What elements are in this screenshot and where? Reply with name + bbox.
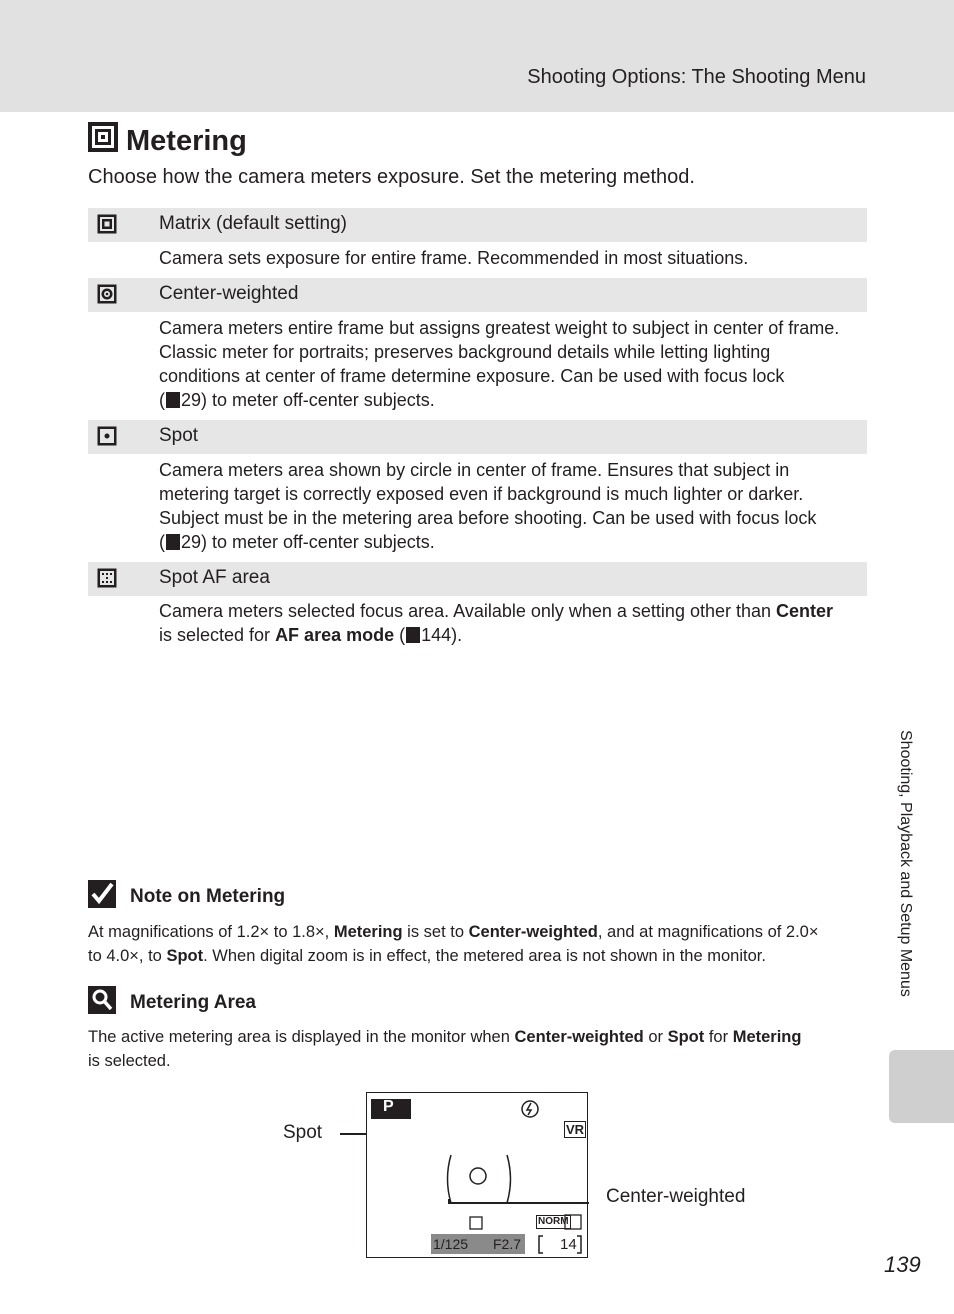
spot-metering-icon bbox=[97, 426, 117, 451]
page-reference-icon bbox=[166, 392, 180, 408]
bold-term: Center-weighted bbox=[468, 923, 598, 941]
description-line: ( 29) to meter off-center subjects. bbox=[159, 532, 435, 552]
text-run: is selected. bbox=[88, 1052, 171, 1070]
metering-area-title: Metering Area bbox=[130, 992, 256, 1013]
text-run: is selected for bbox=[159, 625, 276, 645]
text-run: At magnifications of 1.2× to 1.8×, bbox=[88, 923, 334, 941]
spot-callout-label: Spot bbox=[283, 1122, 323, 1143]
metering-area-heading bbox=[88, 986, 256, 1020]
bold-term: Metering bbox=[333, 923, 403, 941]
option-label: Matrix (default setting) bbox=[159, 213, 347, 234]
metering-area-body bbox=[88, 1025, 868, 1073]
spot-af-area-icon bbox=[97, 568, 117, 593]
camera-monitor bbox=[366, 1092, 588, 1258]
section-intro: Choose how the camera meters exposure. Set the metering method. bbox=[88, 166, 695, 188]
option-description: Camera sets exposure for entire frame. Recommended in most situations. bbox=[159, 248, 749, 268]
text-run: The active metering area is displayed in the monitor when bbox=[88, 1028, 515, 1046]
vr-icon: VR bbox=[566, 1122, 585, 1137]
shutter-speed: 1/125 bbox=[433, 1236, 469, 1252]
running-header: Shooting Options: The Shooting Menu bbox=[527, 66, 866, 88]
page-reference-icon bbox=[406, 627, 420, 643]
page-reference-icon bbox=[166, 534, 180, 550]
option-description bbox=[159, 316, 871, 412]
header-band bbox=[0, 0, 954, 112]
text-run: or bbox=[643, 1028, 668, 1046]
description-line: Subject must be in the metering area before shooting. Can be used with focus lock bbox=[159, 508, 817, 528]
note-title: Note on Metering bbox=[130, 886, 286, 907]
description-line-text: 29) to meter off-center subjects. bbox=[181, 532, 435, 552]
section-tab bbox=[889, 1050, 954, 1123]
page-number: 139 bbox=[884, 1252, 921, 1277]
text-run: to 4.0×, to bbox=[88, 947, 167, 965]
bold-term: Center bbox=[776, 601, 834, 621]
aperture-value: F2.7 bbox=[493, 1236, 522, 1252]
option-row-spot-af-area bbox=[88, 562, 867, 596]
section-title-text: Metering bbox=[126, 124, 247, 157]
image-quality-indicator: NORM bbox=[538, 1216, 569, 1227]
center-weighted-icon bbox=[97, 284, 117, 309]
option-row-center-weighted bbox=[88, 278, 867, 312]
option-label: Spot AF area bbox=[159, 567, 270, 588]
description-line: ( 29) to meter off-center subjects. bbox=[159, 390, 435, 410]
bold-term: Center-weighted bbox=[514, 1028, 644, 1046]
description-line-text: 29) to meter off-center subjects. bbox=[181, 390, 435, 410]
bold-term: Spot bbox=[166, 947, 204, 965]
description-line: Classic meter for portraits; preserves background details while letting lighting bbox=[159, 342, 771, 362]
text-run: is set to bbox=[402, 923, 469, 941]
option-label: Center-weighted bbox=[159, 283, 299, 304]
description-line: conditions at center of frame determine exposure. Can be used with focus lock bbox=[159, 366, 785, 386]
option-description bbox=[159, 599, 871, 647]
option-row-spot bbox=[88, 420, 867, 454]
description-line: Camera meters area shown by circle in center of frame. Ensures that subject in bbox=[159, 460, 790, 480]
section-title bbox=[88, 122, 247, 160]
matrix-metering-icon bbox=[97, 214, 117, 239]
description-line: is selected for AF area mode ( 144). bbox=[159, 625, 463, 645]
bold-term: AF area mode bbox=[275, 625, 395, 645]
matrix-metering-icon bbox=[88, 122, 118, 160]
description-line bbox=[159, 599, 871, 623]
side-section-label: Shooting, Playback and Setup Menus bbox=[897, 730, 914, 997]
exposures-remaining: 14 bbox=[560, 1236, 577, 1253]
note-body bbox=[88, 920, 868, 968]
text-run: , and at magnifications of 2.0× bbox=[597, 923, 819, 941]
option-description bbox=[159, 458, 871, 554]
bold-term: Spot bbox=[667, 1028, 705, 1046]
text-run: 144). bbox=[421, 625, 463, 645]
description-line: Camera meters entire frame but assigns greatest weight to subject in center of frame. bbox=[159, 318, 840, 338]
text-run: . When digital zoom is in effect, the metered area is not shown in the monitor. bbox=[203, 947, 766, 965]
magnifier-note-icon bbox=[88, 986, 118, 1020]
option-row-matrix bbox=[88, 208, 867, 242]
note-heading bbox=[88, 880, 285, 914]
description-line: metering target is correctly exposed even if background is much lighter or darker. bbox=[159, 484, 804, 504]
text-run: for bbox=[704, 1028, 733, 1046]
center-weighted-callout-label: Center-weighted bbox=[606, 1186, 746, 1207]
bold-term: Metering bbox=[732, 1028, 802, 1046]
text-run: Camera meters selected focus area. Available only when a setting other than bbox=[159, 601, 777, 621]
checkmark-note-icon bbox=[88, 880, 118, 914]
option-label: Spot bbox=[159, 425, 199, 446]
shooting-mode-label: P bbox=[383, 1098, 394, 1115]
